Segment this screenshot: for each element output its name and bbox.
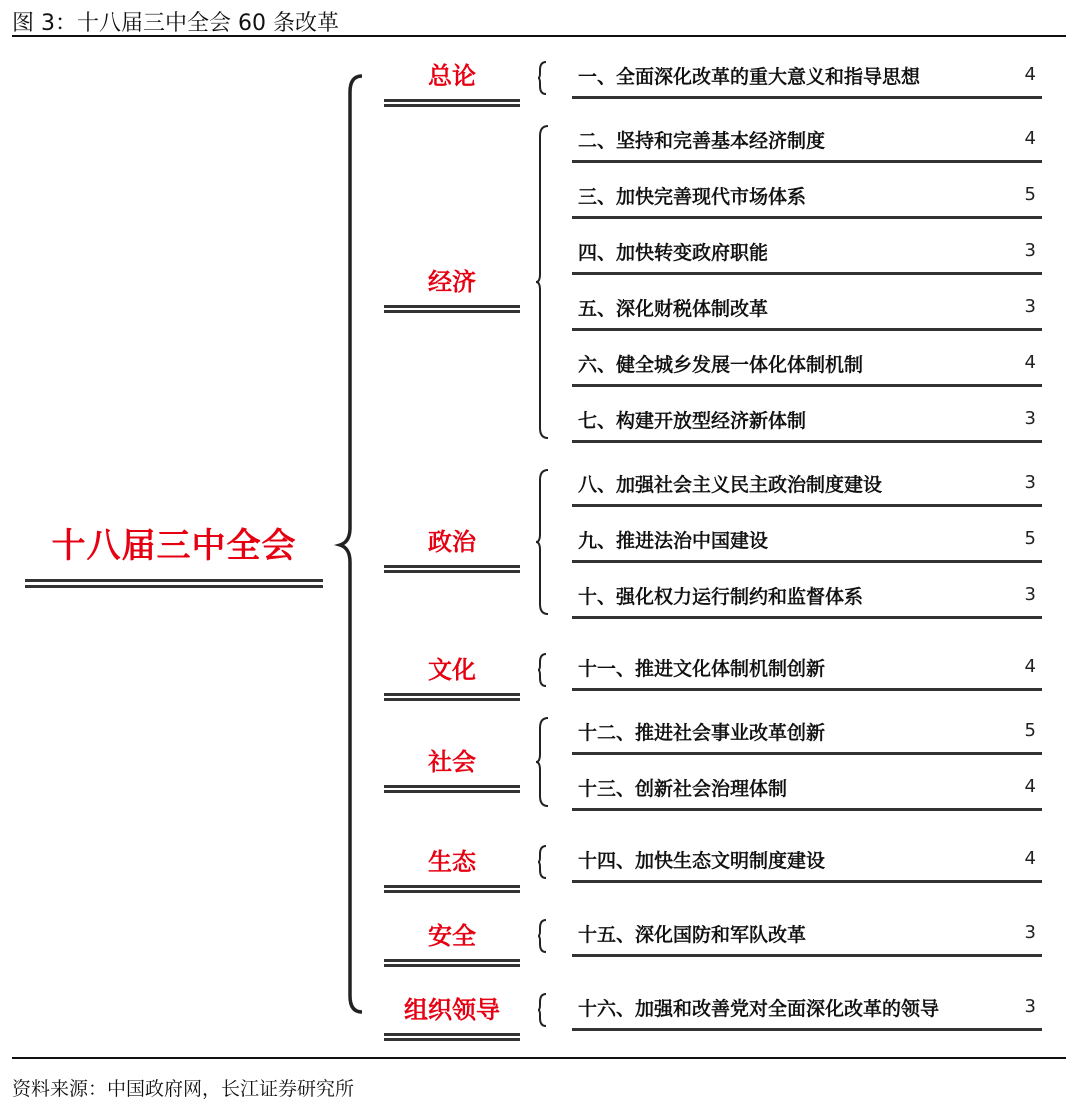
category-underline	[384, 693, 520, 701]
figure-title: 图 3：十八届三中全会 60 条改革	[12, 11, 339, 36]
reform-item	[572, 770, 1042, 811]
reform-item	[572, 842, 1042, 883]
reform-item-text: 四、加快转变政府职能	[578, 242, 769, 264]
reform-item-count: 3	[1024, 584, 1036, 605]
reform-item	[572, 122, 1042, 163]
source-note: 资料来源：中国政府网，长江证券研究所	[12, 1078, 355, 1100]
reform-item	[572, 58, 1042, 99]
category-2	[384, 522, 520, 573]
category-label: 安全	[428, 922, 476, 950]
category-underline	[384, 885, 520, 893]
reform-item-count: 3	[1024, 472, 1036, 493]
category-label: 文化	[428, 656, 476, 684]
reform-item	[572, 290, 1042, 331]
root-underline	[25, 579, 323, 588]
reform-item-count: 4	[1024, 848, 1036, 869]
category-brace	[538, 654, 546, 686]
reform-item-text: 七、构建开放型经济新体制	[578, 410, 807, 432]
reform-item	[572, 650, 1042, 691]
reform-item	[572, 990, 1042, 1031]
category-brace	[536, 470, 548, 614]
reform-item	[572, 402, 1042, 443]
category-underline	[384, 565, 520, 573]
reform-item-text: 二、坚持和完善基本经济制度	[578, 130, 826, 152]
category-label: 生态	[428, 848, 476, 876]
reform-item-count: 4	[1024, 64, 1036, 85]
reform-item	[572, 916, 1042, 957]
reform-item-count: 4	[1024, 352, 1036, 373]
reform-item-text: 三、加快完善现代市场体系	[578, 186, 807, 208]
reform-item	[572, 578, 1042, 619]
title-rule	[12, 35, 1066, 37]
category-label: 政治	[428, 528, 476, 556]
reform-item-text: 十五、深化国防和军队改革	[578, 924, 807, 946]
category-brace	[536, 718, 548, 806]
reform-item-text: 六、健全城乡发展一体化体制机制	[578, 354, 864, 376]
reform-item	[572, 522, 1042, 563]
category-4	[384, 742, 520, 793]
reform-item-count: 5	[1024, 720, 1036, 741]
category-underline	[384, 785, 520, 793]
category-underline	[384, 959, 520, 967]
reform-item-count: 3	[1024, 296, 1036, 317]
reform-item	[572, 234, 1042, 275]
category-label: 社会	[428, 748, 476, 776]
category-label: 经济	[428, 268, 476, 296]
category-brace	[538, 846, 546, 878]
reform-item-text: 十一、推进文化体制机制创新	[578, 658, 826, 680]
reform-item	[572, 714, 1042, 755]
reform-item-count: 3	[1024, 922, 1036, 943]
category-5	[384, 842, 520, 893]
reform-item-text: 九、推进法治中国建设	[578, 530, 769, 552]
reform-item-text: 八、加强社会主义民主政治制度建设	[578, 474, 883, 496]
reform-item-count: 3	[1024, 240, 1036, 261]
category-brace	[536, 126, 548, 438]
reform-item-text: 十二、推进社会事业改革创新	[578, 722, 826, 744]
category-1	[384, 262, 520, 313]
reform-item	[572, 346, 1042, 387]
reform-item-text: 十三、创新社会治理体制	[578, 778, 788, 800]
reform-item-count: 4	[1024, 776, 1036, 797]
category-underline	[384, 305, 520, 313]
category-underline	[384, 1033, 520, 1041]
reform-item-count: 5	[1024, 528, 1036, 549]
category-brace	[538, 994, 546, 1026]
reform-item-text: 十六、加强和改善党对全面深化改革的领导	[578, 998, 940, 1020]
reform-item-count: 3	[1024, 408, 1036, 429]
reform-item-text: 十四、加快生态文明制度建设	[578, 850, 826, 872]
reform-item-count: 4	[1024, 128, 1036, 149]
category-label: 组织领导	[404, 996, 500, 1024]
root-label: 十八届三中全会	[51, 526, 297, 566]
category-6	[384, 916, 520, 967]
bottom-rule	[12, 1057, 1066, 1059]
reform-item-count: 5	[1024, 184, 1036, 205]
reform-item-text: 五、深化财税体制改革	[578, 298, 769, 320]
reform-item-text: 一、全面深化改革的重大意义和指导思想	[578, 66, 921, 88]
reform-item	[572, 466, 1042, 507]
reform-item-count: 3	[1024, 996, 1036, 1017]
category-braces	[536, 62, 548, 1026]
reform-item-text: 十、强化权力运行制约和监督体系	[578, 586, 864, 608]
category-brace	[538, 62, 546, 94]
reform-item-count: 4	[1024, 656, 1036, 677]
category-7	[384, 990, 520, 1041]
category-label: 总论	[428, 62, 476, 90]
category-0	[384, 56, 520, 107]
category-3	[384, 650, 520, 701]
category-brace	[538, 920, 546, 952]
reform-item	[572, 178, 1042, 219]
root-node	[25, 518, 323, 588]
category-underline	[384, 99, 520, 107]
root-brace	[340, 76, 362, 1012]
